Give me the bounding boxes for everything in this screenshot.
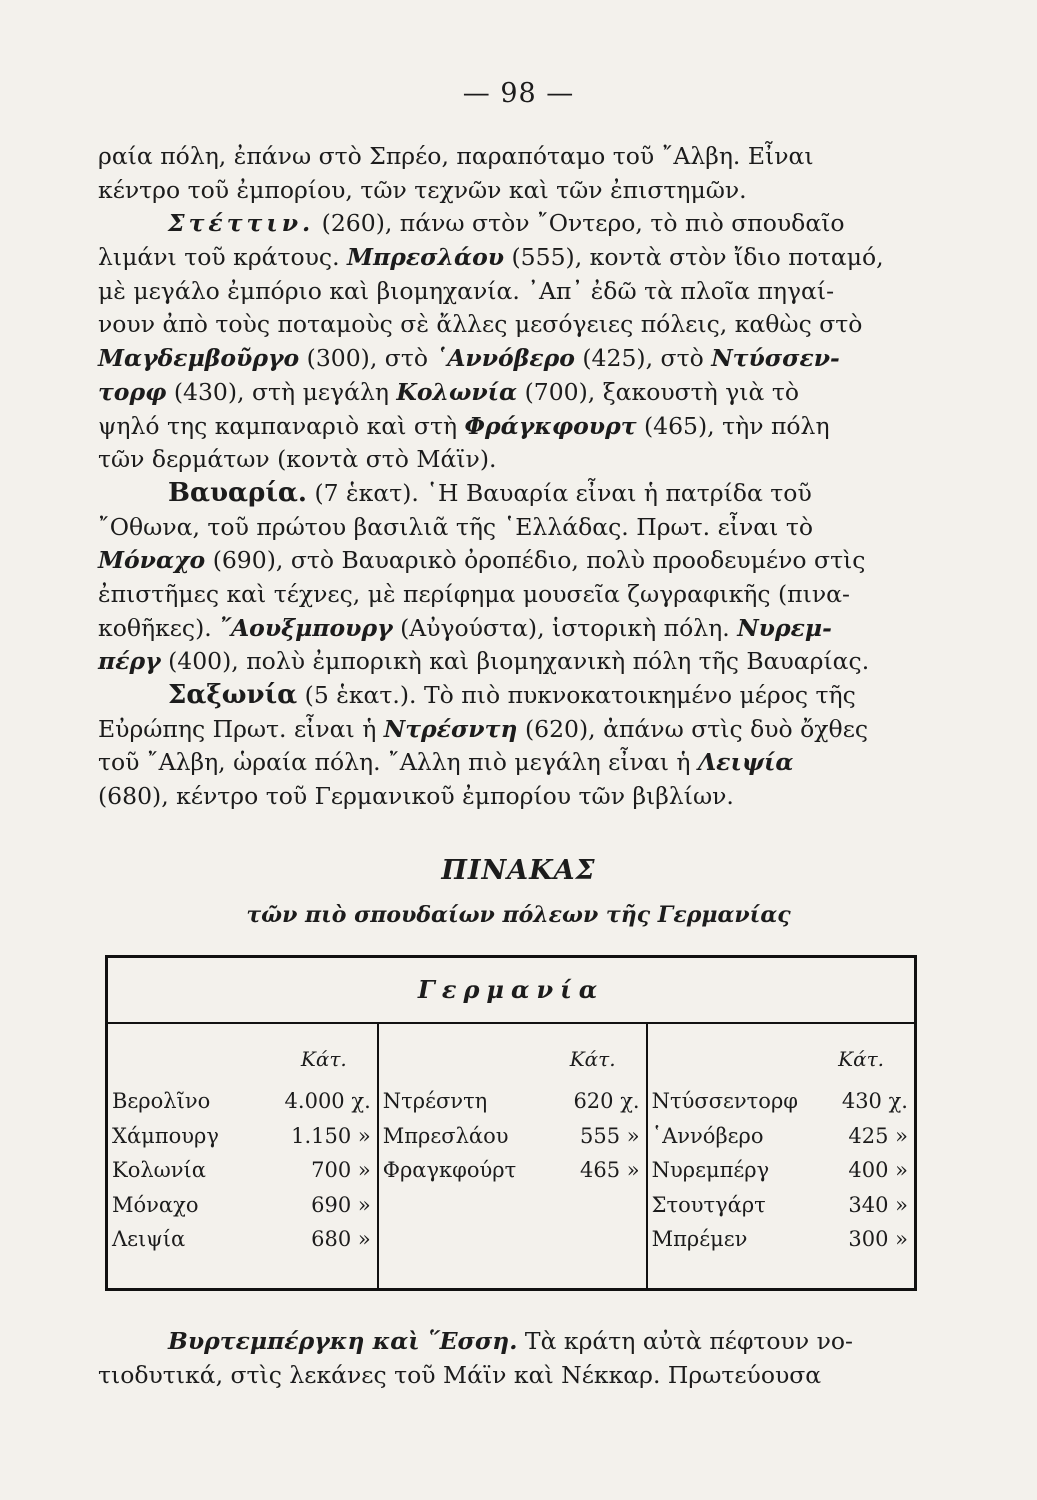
value-cell: 690 »	[311, 1192, 371, 1217]
text-line	[98, 410, 928, 444]
value-cell: 400 »	[848, 1158, 908, 1182]
text-span: (555), κοντὰ στὸν ἴδιο ποταμό,	[504, 243, 884, 272]
table-heading: Γερμανία	[108, 958, 914, 1024]
text-line	[98, 207, 928, 241]
city-cell: Μόναχο	[112, 1192, 199, 1217]
city-cell: Χάμπουργ	[112, 1123, 219, 1148]
value-cell: 680 »	[311, 1227, 371, 1251]
value-cell: 1.150 »	[291, 1123, 371, 1148]
text-span: (400), πολὺ ἐμπορικὴ καὶ βιομηχανικὴ πόλη τῆς Βαυαρίας.	[160, 647, 870, 676]
city-cell: Μπρεσλάου	[382, 1123, 509, 1148]
text-span: (690), στὸ Βαυαρικὸ ὀροπέδιο, πολὺ προοδευμένο στὶς	[205, 546, 866, 575]
table-row	[379, 1153, 646, 1188]
city-name-munich: Μόναχο	[98, 546, 206, 575]
text-line	[98, 544, 928, 578]
text-line: ραία πόλη, ἐπάνω στὸ Σπρέο, παραπόταμο τοῦ ῎Αλβη. Εἶναι	[98, 142, 814, 170]
city-name-frankfurt: Φράγκφουρτ	[464, 411, 637, 440]
text-span: (300), στὸ	[299, 344, 436, 373]
table-title: ΠΙΝΑΚΑΣ	[441, 855, 596, 886]
text-span: τοῦ ῎Αλβη, ὡραία πόλη. ῎Αλλη πιὸ μεγάλη εἶναι ἡ	[98, 748, 698, 777]
text-span: (7 ἑκατ). ῾Η Βαυαρία εἶναι ἡ πατρίδα τοῦ	[306, 478, 812, 507]
table-row	[648, 1222, 914, 1257]
value-cell: 4.000 χ.	[284, 1089, 371, 1113]
text-line	[98, 645, 928, 679]
text-line	[98, 746, 928, 780]
text-line	[98, 1325, 928, 1359]
text-line	[98, 477, 928, 511]
table-column-1	[108, 1022, 379, 1288]
value-cell: 300 »	[848, 1227, 908, 1251]
text-line	[98, 679, 928, 713]
city-name-koeln: Κολωνία	[396, 377, 518, 406]
text-span: (5 ἑκατ.). Τὸ πιὸ πυκνοκατοικημένο μέρος τῆς	[297, 681, 856, 709]
city-cell: Βερολῖνο	[112, 1089, 211, 1113]
table-column-3	[648, 1022, 914, 1288]
text-line: τῶν δερμάτων (κοντὰ στὸ Μάϊν).	[98, 445, 497, 474]
table-row	[379, 1084, 646, 1119]
city-name-magdeburg: Μαγδεμβοῦργο	[98, 344, 300, 373]
text-line	[98, 713, 928, 747]
city-name-breslau: Μπρεσλάου	[347, 243, 505, 272]
text-line	[98, 612, 928, 646]
value-cell: 620 χ.	[573, 1089, 640, 1113]
text-line: μὲ μεγάλο ἐμπόριο καὶ βιομηχανία. ᾿Απ᾿ ἐδῶ τὰ πλοῖα πηγαί-	[98, 276, 835, 305]
text-line: τιοδυτικά, στὶς λεκάνες τοῦ Μάϊν καὶ Νέκκαρ. Πρωτεύουσα	[98, 1360, 822, 1389]
text-span: (620), ἀπάνω στὶς δυὸ ὄχθες	[517, 714, 869, 743]
text-span: (260), πάνω στὸν ῎Οντερο, τὸ πιὸ σπουδαῖο	[314, 209, 845, 238]
section-heading-saxony: Σαξωνία	[168, 680, 298, 710]
city-cell: Ντύσσεντορφ	[651, 1089, 798, 1113]
city-name-leipzig: Λειψία	[697, 748, 794, 777]
city-name-duesseldorf: Ντύσσεν-	[711, 344, 840, 373]
city-name-duesseldorf-cont: τορφ	[98, 377, 167, 406]
city-cell: Στουτγάρτ	[651, 1192, 766, 1217]
column-header: Κάτ.	[300, 1047, 347, 1071]
text-span: (700), ξακουστὴ γιὰ τὸ	[517, 377, 799, 406]
section-heading-bavaria: Βαυαρία.	[168, 477, 307, 508]
city-name-hannover: ῾Αννόβερο	[435, 344, 575, 373]
value-cell: 555 »	[580, 1123, 640, 1148]
table-row	[108, 1153, 377, 1188]
text-line	[98, 241, 928, 275]
table-column-2	[379, 1022, 648, 1288]
text-span: κοθῆκες).	[98, 613, 220, 642]
table-row	[648, 1153, 914, 1188]
page-number: — 98 —	[462, 78, 575, 109]
text-line	[98, 342, 928, 376]
value-cell: 430 χ.	[841, 1089, 908, 1113]
text-span: ψηλό της καμπαναριὸ καὶ στὴ	[98, 411, 465, 440]
cities-table	[105, 955, 917, 1291]
column-header: Κάτ.	[838, 1047, 884, 1071]
city-name-nuremberg-cont: πέργ	[98, 647, 161, 676]
table-row	[108, 1222, 377, 1257]
city-name-nuremberg: Νυρεμ-	[737, 613, 832, 642]
city-name-dresden: Ντρέσντη	[383, 714, 518, 743]
city-cell: Φραγκφούρτ	[382, 1158, 517, 1182]
city-name-augsburg: ῎Αουξμπουργ	[219, 613, 393, 642]
value-cell: 340 »	[848, 1192, 908, 1217]
city-name-stettin: Στέττιν.	[168, 209, 315, 238]
value-cell: 465 »	[580, 1158, 640, 1182]
city-cell: Λειψία	[112, 1227, 186, 1251]
text-span: λιμάνι τοῦ κράτους.	[98, 243, 348, 272]
city-cell: Νυρεμπέργ	[651, 1158, 770, 1182]
city-cell: Μπρέμεν	[651, 1227, 748, 1251]
table-row	[108, 1119, 377, 1154]
text-line: ἐπιστῆμες καὶ τέχνες, μὲ περίφημα μουσεῖα ζωγραφικῆς (πινα-	[98, 579, 850, 608]
body-text-top	[98, 140, 928, 814]
text-span: (425), στὸ	[574, 344, 712, 373]
text-span: (465), τὴν πόλη	[636, 411, 830, 440]
value-cell: 700 »	[311, 1158, 371, 1182]
text-line: (680), κέντρο τοῦ Γερμανικοῦ ἐμπορίου τῶν βιβλίων.	[98, 782, 734, 811]
table-row	[108, 1188, 377, 1223]
text-line: ῎Οθωνα, τοῦ πρώτου βασιλιᾶ τῆς ῾Ελλάδας. Πρωτ. εἶναι τὸ	[98, 512, 813, 541]
text-span: (Αὐγούστα), ἱστορικὴ πόλη.	[392, 613, 738, 642]
text-span: Εὐρώπης Πρωτ. εἶναι ἡ	[98, 714, 384, 743]
table-subtitle: τῶν πιὸ σπουδαίων πόλεων τῆς Γερμανίας	[246, 902, 791, 928]
body-text-bottom	[98, 1325, 928, 1392]
text-span: Τὰ κράτη αὐτὰ πέφτουν νο-	[517, 1327, 853, 1355]
column-header: Κάτ.	[569, 1047, 616, 1071]
text-line: νουν ἀπὸ τοὺς ποταμοὺς σὲ ἄλλες μεσόγειες πόλεις, καθὼς στὸ	[98, 310, 863, 339]
table-row	[648, 1119, 914, 1154]
value-cell: 425 »	[848, 1123, 908, 1148]
city-cell: Κολωνία	[112, 1158, 206, 1182]
text-line: κέντρο τοῦ ἐμπορίου, τῶν τεχνῶν καὶ τῶν ἐπιστημῶν.	[98, 175, 747, 204]
table-row	[648, 1084, 914, 1119]
text-line	[98, 376, 928, 410]
section-heading-wuerttemberg-hesse: Βυρτεμπέργκη καὶ ῞Εσση.	[168, 1327, 518, 1355]
text-span: (430), στὴ μεγάλη	[166, 377, 397, 406]
table-row	[648, 1188, 914, 1223]
city-cell: ῾Αννόβερο	[651, 1123, 764, 1148]
table-row	[379, 1119, 646, 1154]
table-row	[108, 1084, 377, 1119]
city-cell: Ντρέσντη	[382, 1089, 488, 1113]
